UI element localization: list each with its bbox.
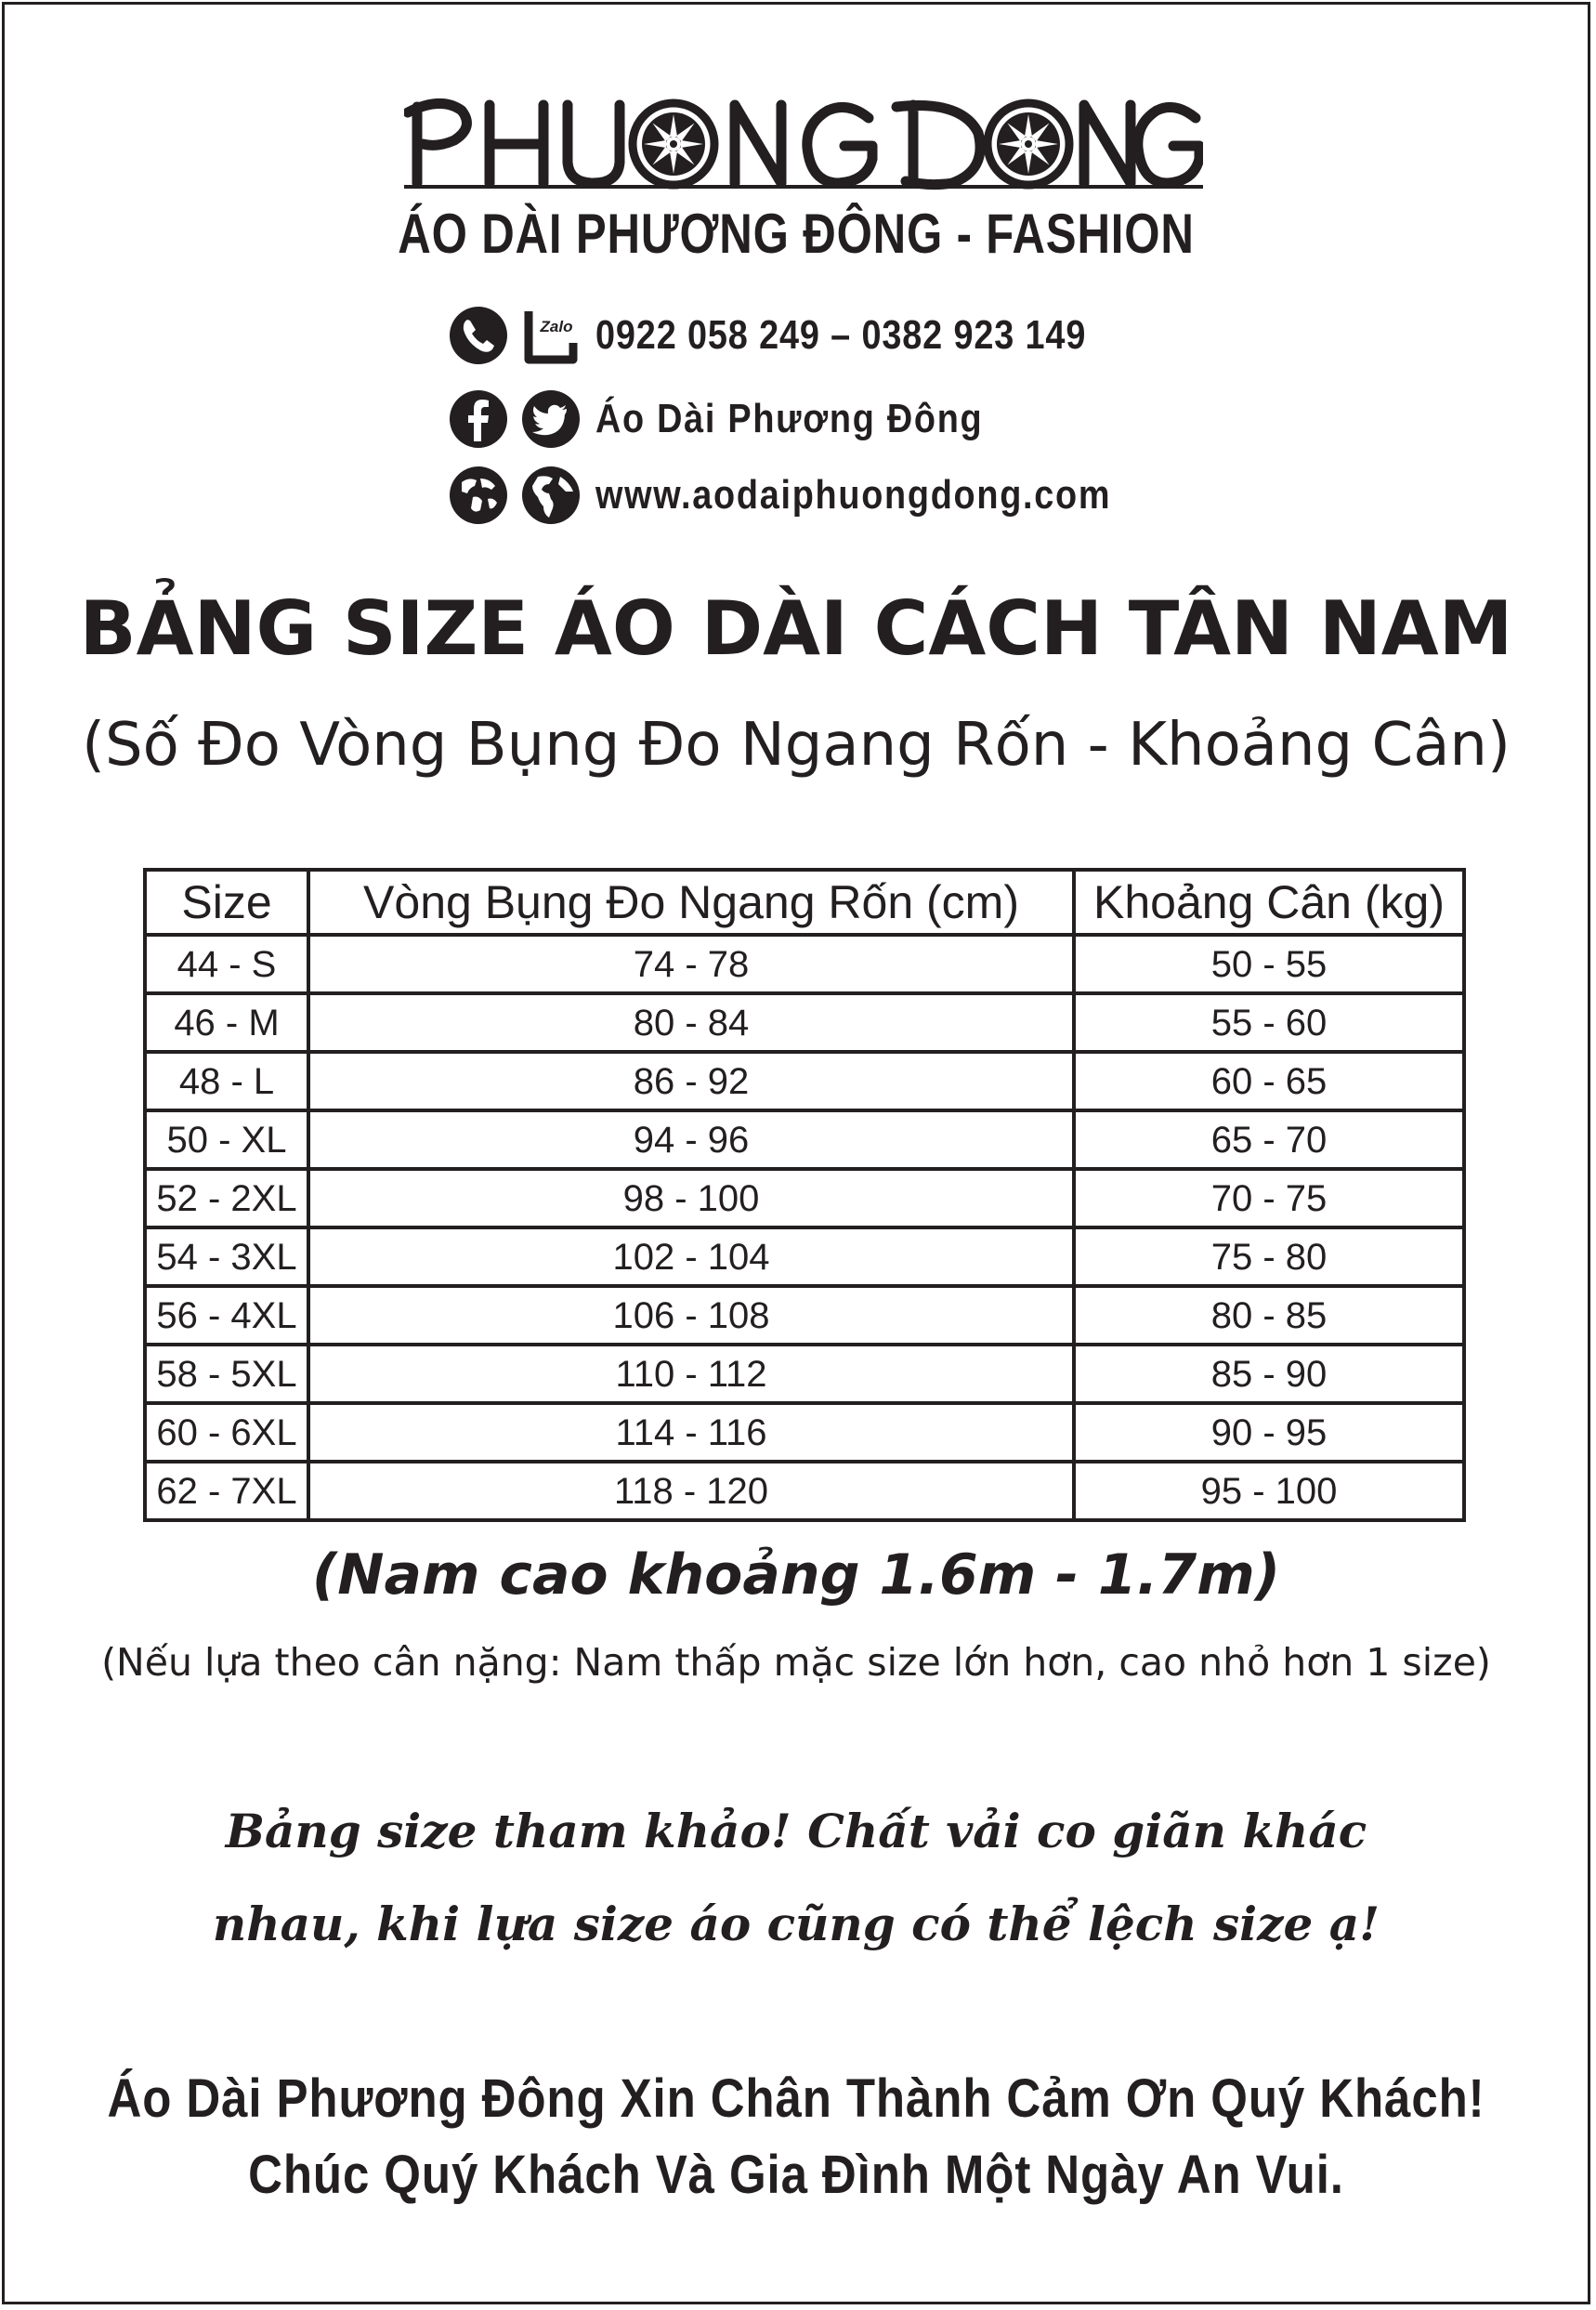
weight-cell: 50 - 55 <box>1074 935 1464 993</box>
waist-cell: 86 - 92 <box>308 1052 1074 1110</box>
column-header-weight: Khoảng Cân (kg) <box>1074 870 1464 935</box>
waist-cell: 98 - 100 <box>308 1169 1074 1227</box>
globe-asia-icon <box>449 466 508 525</box>
table-row <box>145 935 1464 993</box>
waist-cell: 102 - 104 <box>308 1227 1074 1286</box>
column-header-size: Size <box>145 870 308 935</box>
waist-cell: 106 - 108 <box>308 1286 1074 1345</box>
contact-phone-row <box>449 304 1166 367</box>
reference-note-line-1: Bảng size tham khảo! Chất vải co giãn khác <box>225 1804 1367 1858</box>
contact-website-row <box>449 464 1196 527</box>
waist-cell: 118 - 120 <box>308 1462 1074 1520</box>
thank-you-line-1: Áo Dài Phương Đông Xin Chân Thành Cảm Ơn Quý Khách! <box>107 2068 1485 2129</box>
weight-cell: 75 - 80 <box>1074 1227 1464 1286</box>
weight-cell: 55 - 60 <box>1074 993 1464 1052</box>
waist-cell: 74 - 78 <box>308 935 1074 993</box>
size-chart-page <box>2 2 1590 2304</box>
facebook-icon <box>449 389 508 449</box>
table-row <box>145 1169 1464 1227</box>
brand-tagline: ÁO DÀI PHƯƠNG ĐÔNG - FASHION <box>398 203 1195 265</box>
height-note: (Nam cao khoảng 1.6m - 1.7m) <box>311 1542 1281 1608</box>
waist-cell: 114 - 116 <box>308 1403 1074 1462</box>
size-cell: 54 - 3XL <box>145 1227 308 1286</box>
table-header-row <box>145 870 1464 935</box>
website-link[interactable]: www.aodaiphuongdong.com <box>595 472 1112 518</box>
column-header-waist: Vòng Bụng Đo Ngang Rốn (cm) <box>308 870 1074 935</box>
social-page-name[interactable]: Áo Dài Phương Đông <box>595 396 984 441</box>
size-cell: 48 - L <box>145 1052 308 1110</box>
waist-cell: 80 - 84 <box>308 993 1074 1052</box>
weight-cell: 85 - 90 <box>1074 1345 1464 1403</box>
weight-cell: 70 - 75 <box>1074 1169 1464 1227</box>
size-cell: 56 - 4XL <box>145 1286 308 1345</box>
thank-you-line-2: Chúc Quý Khách Và Gia Đình Một Ngày An Vui. <box>248 2145 1344 2205</box>
logo-underline <box>404 185 1203 189</box>
contact-social-row <box>449 387 1046 451</box>
size-cell: 50 - XL <box>145 1110 308 1169</box>
reference-note-line-2: nhau, khi lựa size áo cũng có thể lệch size ạ! <box>212 1897 1380 1951</box>
table-row <box>145 993 1464 1052</box>
size-cell: 44 - S <box>145 935 308 993</box>
table-row <box>145 1462 1464 1520</box>
weight-advice-note: (Nếu lựa theo cân nặng: Nam thấp mặc size lớn hơn, cao nhỏ hơn 1 size) <box>101 1640 1491 1685</box>
waist-cell: 94 - 96 <box>308 1110 1074 1169</box>
size-cell: 46 - M <box>145 993 308 1052</box>
page-title: BẢNG SIZE ÁO DÀI CÁCH TÂN NAM <box>79 585 1513 672</box>
brand-logo <box>404 86 1203 198</box>
weight-cell: 80 - 85 <box>1074 1286 1464 1345</box>
table-row <box>145 1110 1464 1169</box>
twitter-icon <box>521 389 581 449</box>
table-row <box>145 1052 1464 1110</box>
waist-cell: 110 - 112 <box>308 1345 1074 1403</box>
page-subtitle: (Số Đo Vòng Bụng Đo Ngang Rốn - Khoảng Cân) <box>82 711 1511 780</box>
size-cell: 62 - 7XL <box>145 1462 308 1520</box>
size-cell: 60 - 6XL <box>145 1403 308 1462</box>
table-row <box>145 1403 1464 1462</box>
table-row <box>145 1227 1464 1286</box>
size-table <box>143 868 1466 1522</box>
weight-cell: 90 - 95 <box>1074 1403 1464 1462</box>
globe-americas-icon <box>521 466 581 525</box>
weight-cell: 95 - 100 <box>1074 1462 1464 1520</box>
weight-cell: 60 - 65 <box>1074 1052 1464 1110</box>
phone-numbers[interactable]: 0922 058 249 – 0382 923 149 <box>595 312 1087 358</box>
table-row <box>145 1286 1464 1345</box>
svg-text:Zalo: Zalo <box>540 318 573 335</box>
zalo-icon <box>521 306 581 365</box>
size-cell: 52 - 2XL <box>145 1169 308 1227</box>
size-cell: 58 - 5XL <box>145 1345 308 1403</box>
table-row <box>145 1345 1464 1403</box>
phone-icon <box>449 306 508 365</box>
weight-cell: 65 - 70 <box>1074 1110 1464 1169</box>
